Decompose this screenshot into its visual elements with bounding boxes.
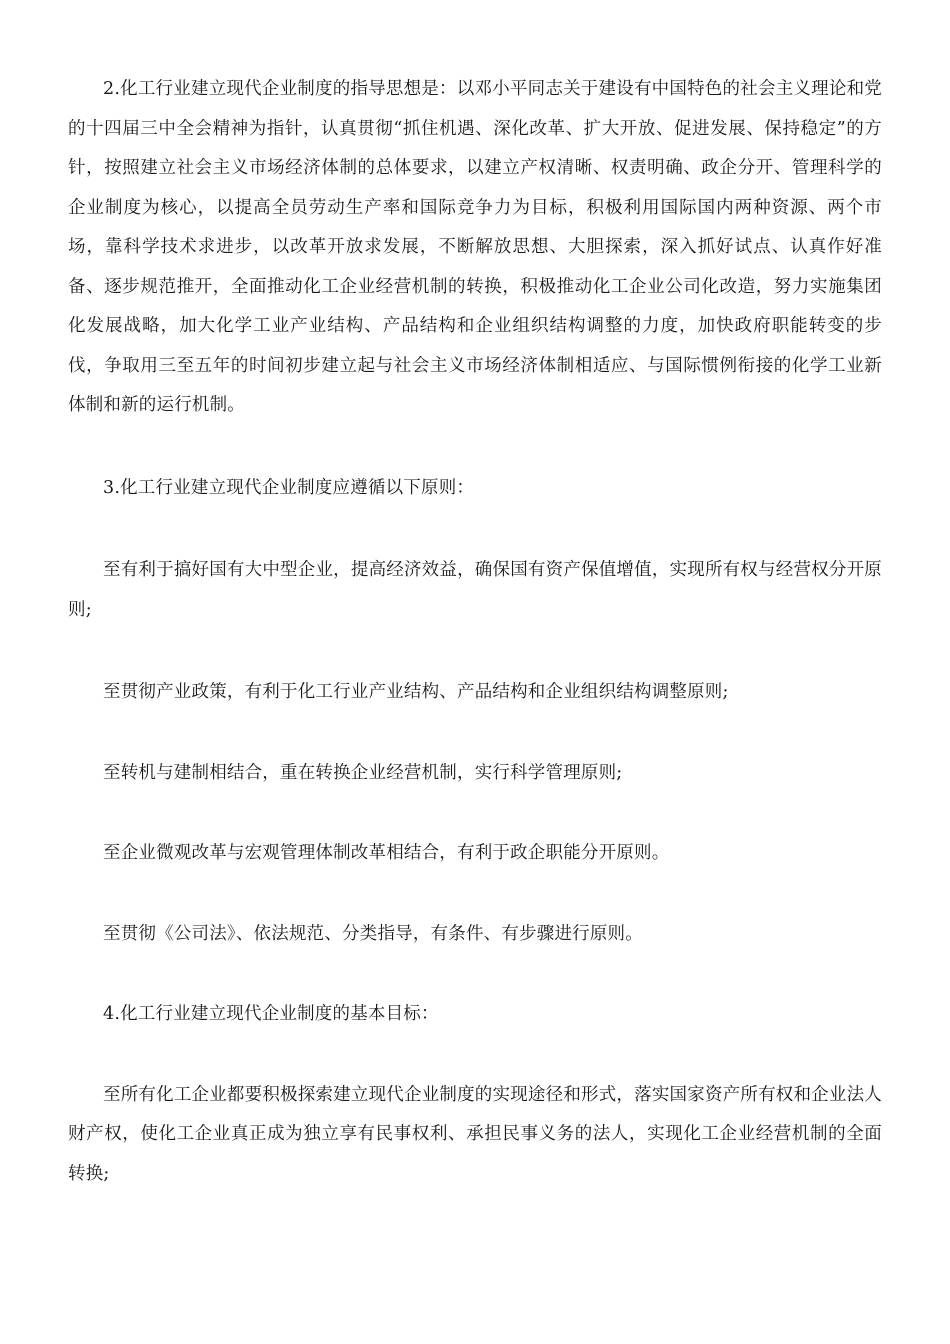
paragraph-principle-2: 至贯彻产业政策，有利于化工行业产业结构、产品结构和企业组织结构调整原则;: [103, 682, 729, 702]
paragraph-goals-heading: 4.化工行业建立现代企业制度的基本目标：: [103, 1004, 439, 1024]
paragraph-principles-heading: 3.化工行业建立现代企业制度应遵循以下原则：: [103, 477, 475, 498]
document-body: [68, 70, 882, 1194]
paragraph-principle-5: 至贯彻《公司法》、依法规范、分类指导，有条件、有步骤进行原则。: [103, 923, 643, 944]
paragraph-principle-1: 至有利于搞好国有大中型企业，提高经济效益，确保国有资产保值增值，实现所有权与经营权分开原则;: [68, 560, 882, 620]
paragraph-principle-4: 至企业微观改革与宏观管理体制改革相结合，有利于政企职能分开原则。: [103, 843, 670, 863]
paragraph-goal-1: 至所有化工企业都要积极探索建立现代企业制度的实现途径和形式，落实国家资产所有权和企业法人财产权，使化工企业真正成为独立享有民事权利、承担民事义务的法人，实现化工企业经营机制的全面转换;: [68, 1084, 882, 1184]
paragraph-principle-3: 至转机与建制相结合，重在转换企业经营机制，实行科学管理原则;: [103, 762, 623, 783]
paragraph-guiding-ideology: 2.化工行业建立现代企业制度的指导思想是：以邓小平同志关于建设有中国特色的社会主义理论和党的十四届三中全会精神为指针，认真贯彻“抓住机遇、深化改革、扩大开放、促进发展、保持稳定”的方针，按照建立社会主义市场经济体制的总体要求，以建立产权清晰、权责明确、政企分开、管理科学的企业制度为核心，以提高全员劳动生产率和国际竞争力为目标，积极利用国际国内两种资源、两个市场，靠科学技术求进步，以改革开放求发展，不断解放思想、大胆探索，深入抓好试点、认真作好准备、逐步规范推开，全面推动化工企业经营机制的转换，积极推动化工企业公司化改造，努力实施集团化发展战略，加大化学工业产业结构、产品结构和企业组织结构调整的力度，加快政府职能转变的步伐，争取用三至五年的时间初步建立起与社会主义市场经济体制相适应、与国际惯例衔接的化学工业新体制和新的运行机制。: [68, 79, 882, 415]
